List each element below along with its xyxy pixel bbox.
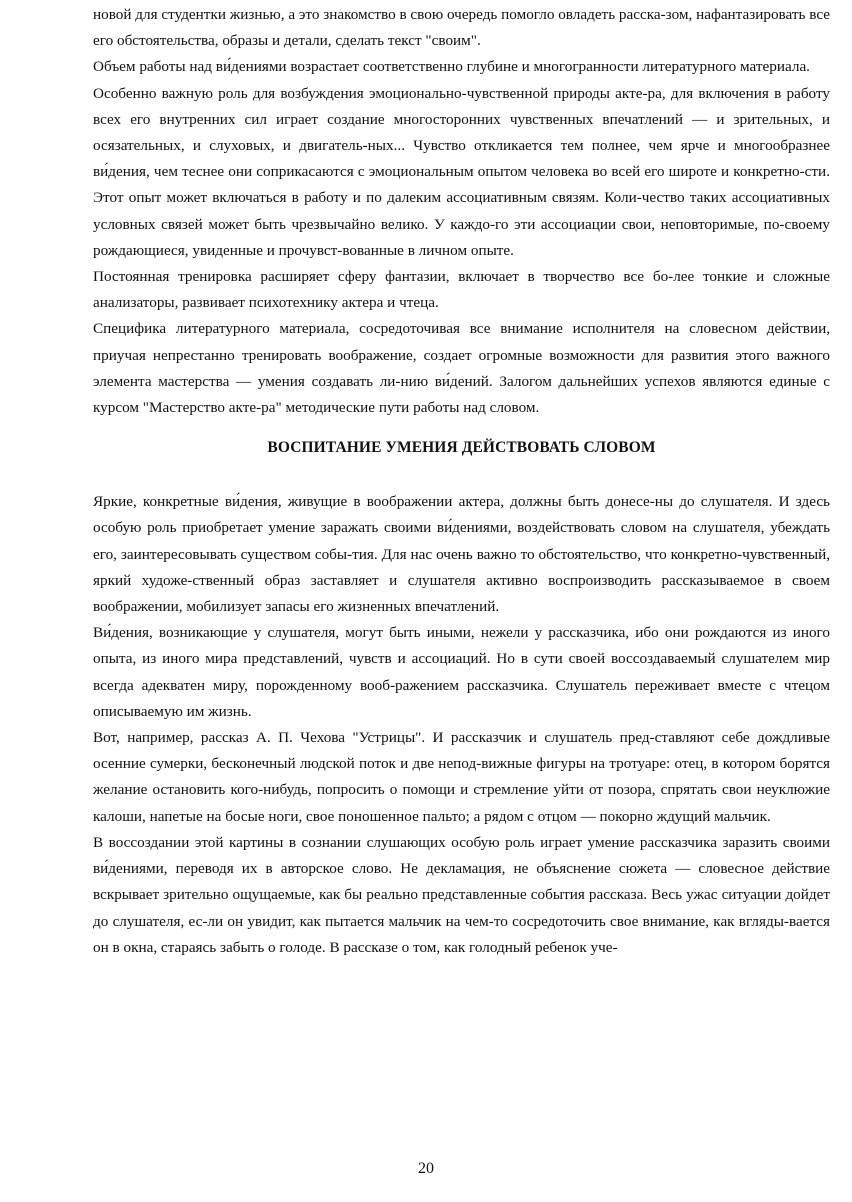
paragraph: Объем работы над ви́дениями возрастает соответственно глубине и многогранности литературного материала.	[93, 58, 810, 76]
paragraph: Вот, например, рассказ А. П. Чехова "Устрицы". И рассказчик и слушатель пред-ставляют себе дождливые осенние сумерки, бесконечный людской поток и две непод-вижные фигуры на тротуаре: отец, в котором борятся желание остановить кого-нибудь, попросить о помощи и стремление уйти от позора, спрятать свои неуклюжие калоши, напетые на босые ноги, свое поношенное пальто; а рядом с отцом — покорно ждущий мальчик.	[93, 729, 830, 825]
paragraph: Специфика литературного материала, сосредоточивая все внимание исполнителя на словесном действии, приучая непрестанно тренировать воображение, создает огромные возможности для развития этого важного элемента мастерства — умения создавать ли-нию ви́дений. Залогом дальнейших успехов являются единые с курсом "Мастерство акте-ра" методические пути работы над словом.	[93, 320, 830, 417]
paragraph: В воссоздании этой картины в сознании слушающих особую роль играет умение рассказчика заразить своими ви́дениями, переводя их в авторское слово. Не декламация, не объяснение сюжета — словесное действие вскрывает зрительно ощущаемые, как бы реально представленные события рассказа. Весь ужас ситуации дойдет до слушателя, ес-ли он увидит, как пытается мальчик на чем-то сосредоточить свое внимание, как вгляды-вается он в окна, стараясь забыть о голоде. В рассказе о том, как голодный ребенок уче-	[93, 833, 830, 956]
paragraph: Ви́дения, возникающие у слушателя, могут быть иными, нежели у рассказчика, ибо они рождаются из иного опыта, из иного мира представлений, чувств и ассоциаций. Но в сути своей воссоздаваемый слушателем мир всегда адекватен миру, порожденному вооб-ражением рассказчика. Слушатель переживает вместе с чтецом описываемую им жизнь.	[93, 624, 830, 720]
body-text	[93, 2, 830, 961]
paragraph: новой для студентки жизнью, а это знакомство в свою очередь помогло овладеть расска-зом, нафантазировать все его обстоятельства, образы и детали, сделать текст "своим".	[93, 6, 830, 50]
page-number: 20	[418, 1160, 434, 1177]
paragraph: Особенно важную роль для возбуждения эмоционально-чувственной природы акте-ра, для включения в работу всех его внутренних сил играет создание многосторонних чувственных впечатлений — и зрительных, и осязательных, и слуховых, и двигатель-ных... Чувство откликается тем полнее, чем ярче и многообразнее ви́дения, чем теснее они соприкасаются с эмоциональным опытом человека во всей его широте и конкретно-сти. Этот опыт может включаться в работу и по далеким ассоциативным связям. Коли-чество таких ассоциативных условных связей может быть чрезвычайно велико. У каждо-го эти ассоциации свои, неповторимые, по-своему рождающиеся, увиденные и прочувст-вованные в личном опыте.	[93, 84, 830, 259]
section-heading: ВОСПИТАНИЕ УМЕНИЯ ДЕЙСТВОВАТЬ СЛОВОМ	[267, 439, 656, 457]
paragraph: Постоянная тренировка расширяет сферу фантазии, включает в творчество все бо-лее тонкие и сложные анализаторы, развивает психотехнику актера и чтеца.	[93, 268, 830, 312]
paragraph: Яркие, конкретные ви́дения, живущие в воображении актера, должны быть донесе-ны до слушателя. И здесь особую роль приобретает умение заражать своими ви́дениями, воздействовать словом на слушателя, убеждать его, заинтересовывать существом собы-тия. Для нас очень важно то обстоятельство, что конкретно-чувственный, яркий художе-ственный образ заставляет и слушателя активно воспроизводить рассказываемое в своем воображении, мобилизует запасы его жизненных впечатлений.	[93, 493, 830, 616]
